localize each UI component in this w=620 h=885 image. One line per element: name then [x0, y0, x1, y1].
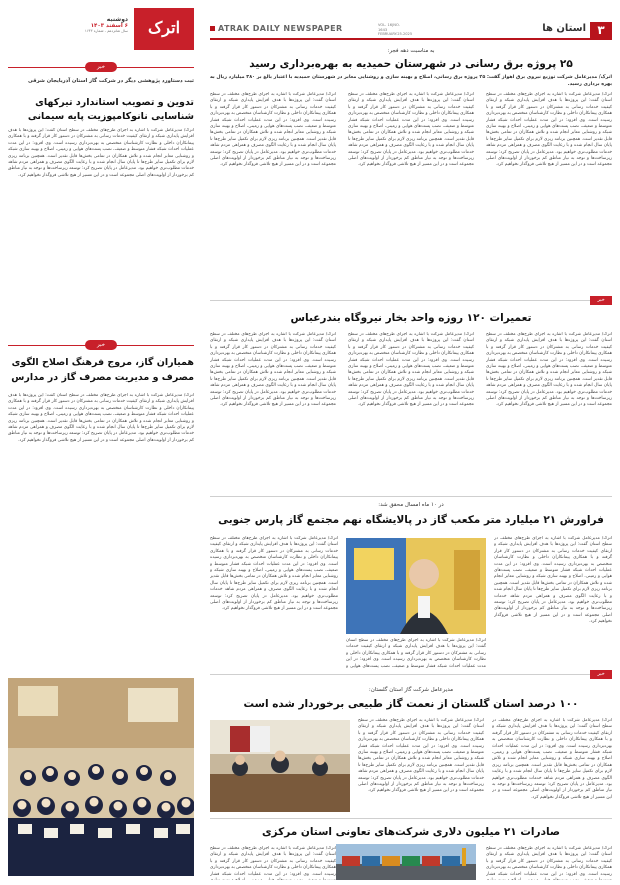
issue-info: [378, 23, 413, 37]
story-headline: تعمیرات ۱۲۰ روزه واحد بخار نیروگاه بندرعباس: [290, 312, 532, 324]
newspaper-logo: اترک: [134, 8, 194, 50]
story-body: اترک/ مدیرعامل شرکت با اشاره به اجرای طرح‌های مختلف در سطح استان گفت: این پروژه‌ها با هدف افزایش پایداری شبکه و ارتقای کیفیت خدمات رسانی به مشترکان در دستور کار قرار گرفته و با همکاری پیمانکاران داخلی و نظارت کارشناسان متخصص به بهره‌برداری رسیده است. وی افزود: در این مدت عملیات احداث شبکه فشار: [210, 846, 336, 877]
news-badge-label: خبر: [85, 62, 117, 72]
story-body: اترک/ مدیرعامل شرکت با اشاره به اجرای طرح‌های مختلف در سطح استان گفت: این پروژه‌ها با هدف افزایش پایداری شبکه و ارتقای کیفیت خدمات رسانی به مشترکان در دستور کار قرار گرفته و با همکاری پیمانکاران داخلی و نظارت کارشناسان متخصص به بهره‌برداری رسیده است. وی افزود: در این مدت عملیات احداث شبکه فشار: [486, 846, 612, 877]
divider: [210, 496, 612, 497]
news-badge: [8, 62, 194, 72]
story-body: اترک/ مدیرعامل شرکت با اشاره به اجرای طرح‌های مختلف در سطح استان گفت: این پروژه‌ها با هدف افزایش پایداری شبکه و ارتقای کیفیت خدمات رسانی به مشترکان در دستور کار قرار گرفته و با همکاری پیمانکاران داخلی و نظارت کارشناسان متخصص به بهره‌برداری رسیده است. وی افزود: در این مدت عملیات احداث شبکه فشار متوسط و ضعیف، نصب پست‌های هوایی و زمینی، اصلاح و بهینه سازی شبکه و روشنایی معابر انجام شده و تلاش همکاران در تمامی بخش‌ها قابل تقدیر است. همچنین برنامه ریزی لازم برای تکمیل سایر طرح‌ها تا پایان سال انجام شده و با رعایت الگوی مصرف و همراهی مردم شاهد خدمات مطلوب‌تری خواهیم بود. مدیرعامل در پایان تصریح کرد: توسعه زیرساخت‌ها و توجه به نیاز مناطق کم برخوردار از اولویت‌های اصلی مجموعه است و در این مسیر از هیچ تلاشی فروگذار نخواهیم کرد.: [210, 92, 336, 168]
date-persian: ۶ اسفند ۱۴۰۳: [90, 23, 128, 29]
story-headline: فراورش ۲۱ میلیارد متر مکعب گاز در پالایشگاه نهم مجتمع گاز پارس جنوبی: [218, 514, 604, 526]
issue-misc: سال شانزدهم - شماره ۱۶۴۳: [84, 29, 128, 33]
square-icon: [210, 26, 215, 31]
story-headline: مصرف و مدیریت مصرف گاز در مدارس: [11, 372, 194, 383]
story-body: اترک/ مدیرعامل شرکت با اشاره به اجرای طرح‌های مختلف در سطح استان گفت: این پروژه‌ها با هدف افزایش پایداری شبکه و ارتقای کیفیت خدمات رسانی به مشترکان در دستور کار قرار گرفته و با همکاری پیمانکاران داخلی و نظارت کارشناسان متخصص به بهره‌برداری رسیده است. وی افزود: در این مدت عملیات احداث شبکه فشار متوسط و ضعیف، نصب پست‌های هوایی و: [346, 638, 486, 668]
story-body: اترک/ مدیرعامل شرکت با اشاره به اجرای طرح‌های مختلف در سطح استان گفت: این پروژه‌ها با هدف افزایش پایداری شبکه و ارتقای کیفیت خدمات رسانی به مشترکان در دستور کار قرار گرفته و با همکاری پیمانکاران داخلی و نظارت کارشناسان متخصص به بهره‌برداری رسیده است. وی افزود: در این مدت عملیات احداث شبکه فشار متوسط و ضعیف، نصب پست‌های هوایی و زمینی، اصلاح و بهینه سازی شبکه و روشنایی معابر انجام شده و تلاش همکاران در تمامی بخش‌ها قابل تقدیر است. همچنین برنامه ریزی لازم برای تکمیل سایر طرح‌ها تا پایان سال انجام شده و با رعایت الگوی مصرف و همراهی مردم شاهد خدمات مطلوب‌تری خواهیم بود. مدیرعامل در پایان تصریح کرد: توسعه زیرساخت‌ها و توجه به نیاز مناطق کم برخوردار از اولویت‌های اصلی مجموعه است و در این مسیر از هیچ تلاشی فروگذار نخواهیم کرد.: [8, 128, 194, 178]
story-body: اترک/ مدیرعامل شرکت با اشاره به اجرای طرح‌های مختلف در سطح استان گفت: این پروژه‌ها با هدف افزایش پایداری شبکه و ارتقای کیفیت خدمات رسانی به مشترکان در دستور کار قرار گرفته و با همکاری پیمانکاران داخلی و نظارت کارشناسان متخصص به بهره‌برداری رسیده است. وی افزود: در این مدت عملیات احداث شبکه فشار متوسط و ضعیف، نصب پست‌های هوایی و زمینی، اصلاح و بهینه سازی شبکه و روشنایی معابر انجام شده و تلاش همکاران در تمامی بخش‌ها قابل تقدیر است. همچنین برنامه ریزی لازم برای تکمیل سایر طرح‌ها تا پایان سال انجام شده و با رعایت الگوی مصرف و همراهی مردم شاهد خدمات مطلوب‌تری خواهیم بود. مدیرعامل در پایان تصریح کرد: توسعه زیرساخت‌ها و توجه به نیاز مناطق کم برخوردار از اولویت‌های اصلی مجموعه است و در این مسیر از هیچ تلاشی فروگذار نخواهیم کرد.: [486, 332, 612, 408]
story-headline: ۱۰۰ درصد استان گلستان از نعمت گاز طبیعی برخوردار شده است: [243, 698, 579, 710]
story-kicker: مدیرعامل شرکت گاز استان گلستان:: [368, 687, 454, 693]
main-content: [210, 44, 612, 880]
story-body: اترک/ مدیرعامل شرکت با اشاره به اجرای طرح‌های مختلف در سطح استان گفت: این پروژه‌ها با هدف افزایش پایداری شبکه و ارتقای کیفیت خدمات رسانی به مشترکان در دستور کار قرار گرفته و با همکاری پیمانکاران داخلی و نظارت کارشناسان متخصص به بهره‌برداری رسیده است. وی افزود: در این مدت عملیات احداث شبکه فشار متوسط و ضعیف، نصب پست‌های هوایی و زمینی، اصلاح و بهینه سازی شبکه و روشنایی معابر انجام شده و تلاش همکاران در تمامی بخش‌ها قابل تقدیر است. همچنین برنامه ریزی لازم برای تکمیل سایر طرح‌ها تا پایان سال انجام شده و با رعایت الگوی مصرف و همراهی مردم شاهد خدمات مطلوب‌تری خواهیم بود. مدیرعامل در پایان تصریح کرد: توسعه زیرساخت‌ها و توجه به نیاز مناطق کم برخوردار از اولویت‌های اصلی مجموعه است و در این مسیر از هیچ تلاشی فروگذار نخواهیم کرد.: [348, 92, 474, 168]
official-photo: [346, 538, 486, 634]
story-lead: اترک/ مدیرعامل شرکت توزیع نیروی برق اهواز گفت: ۲۵ پروژه برق رسانی، اصلاح و بهینه سازی و روشنایی معابر در شهرستان حمیدیه با اعتبار بالغ بر ۳۸۰ میلیارد ریال به بهره برداری رسید.: [210, 75, 612, 87]
left-column: [8, 8, 194, 878]
story-kicker: در ۱۰ ماه امسال محقق شد:: [378, 502, 444, 508]
news-badge-label: خبر: [590, 670, 612, 679]
story-headline: تدوین و تصویب استاندارد تیرکهای شناسایی نانوکامپوزیت پایه سیمانی: [27, 97, 194, 122]
story-body: اترک/ مدیرعامل شرکت با اشاره به اجرای طرح‌های مختلف در سطح استان گفت: این پروژه‌ها با هدف افزایش پایداری شبکه و ارتقای کیفیت خدمات رسانی به مشترکان در دستور کار قرار گرفته و با همکاری پیمانکاران داخلی و نظارت کارشناسان متخصص به بهره‌برداری رسیده است. وی افزود: در این مدت عملیات احداث شبکه فشار متوسط و ضعیف، نصب پست‌های هوایی و زمینی، اصلاح و بهینه سازی شبکه و روشنایی معابر انجام شده و تلاش همکاران در تمامی بخش‌ها قابل تقدیر است. همچنین برنامه ریزی لازم برای تکمیل سایر طرح‌ها تا پایان سال انجام شده و با رعایت الگوی مصرف و همراهی مردم شاهد خدمات مطلوب‌تری خواهیم بود. مدیرعامل در پایان تصریح کرد: توسعه زیرساخت‌ها و توجه به نیاز مناطق کم برخوردار از اولویت‌های اصلی مجموعه است و در این مسیر از هیچ تلاشی فروگذار نخواهیم کرد.: [348, 332, 474, 408]
students-photo: [8, 678, 194, 876]
story-lead: ثبت دستاورد پژوهشی دیگر در شرکت گاز استان آذربایجان شرقی: [27, 78, 194, 84]
story-body: اترک/ مدیرعامل شرکت با اشاره به اجرای طرح‌های مختلف در سطح استان گفت: این پروژه‌ها با هدف افزایش پایداری شبکه و ارتقای کیفیت خدمات رسانی به مشترکان در دستور کار قرار گرفته و با همکاری پیمانکاران داخلی و نظارت کارشناسان متخصص به بهره‌برداری رسیده است. وی افزود: در این مدت عملیات احداث شبکه فشار متوسط و ضعیف، نصب پست‌های هوایی و زمینی، اصلاح و بهینه سازی شبکه و روشنایی معابر انجام شده و تلاش همکاران در تمامی بخش‌ها قابل تقدیر است. همچنین برنامه ریزی لازم برای تکمیل سایر طرح‌ها تا پایان سال انجام شده و با رعایت الگوی مصرف و همراهی مردم شاهد خدمات مطلوب‌تری خواهیم بود. مدیرعامل در پایان تصریح کرد: توسعه زیرساخت‌ها و توجه به نیاز مناطق کم برخوردار از اولویت‌های اصلی مجموعه است و در این مسیر از هیچ تلاشی فروگذار نخواهیم کرد.: [358, 718, 484, 794]
story-body: اترک/ مدیرعامل شرکت با اشاره به اجرای طرح‌های مختلف در سطح استان گفت: این پروژه‌ها با هدف افزایش پایداری شبکه و ارتقای کیفیت خدمات رسانی به مشترکان در دستور کار قرار گرفته و با همکاری پیمانکاران داخلی و نظارت کارشناسان متخصص به بهره‌برداری رسیده است. وی افزود: در این مدت عملیات احداث شبکه فشار متوسط و ضعیف، نصب پست‌های هوایی و زمینی، اصلاح و بهینه سازی شبکه و روشنایی معابر انجام شده و تلاش همکاران در تمامی بخش‌ها قابل تقدیر است. همچنین برنامه ریزی لازم برای تکمیل سایر طرح‌ها تا پایان سال انجام شده و با رعایت الگوی مصرف و همراهی مردم شاهد خدمات مطلوب‌تری خواهیم بود. مدیرعامل در پایان تصریح کرد: توسعه زیرساخت‌ها و توجه به نیاز مناطق کم برخوردار از اولویت‌های اصلی مجموعه است و در این مسیر از هیچ تلاشی فروگذار نخواهیم کرد.: [494, 536, 612, 625]
news-badge-label: خبر: [590, 296, 612, 305]
section-title: استان ها: [542, 23, 586, 34]
paper-name-text: ATRAK DAILY NEWSPAPER: [218, 24, 343, 33]
header-rule: [210, 38, 612, 40]
story-body: اترک/ مدیرعامل شرکت با اشاره به اجرای طرح‌های مختلف در سطح استان گفت: این پروژه‌ها با هدف افزایش پایداری شبکه و ارتقای کیفیت خدمات رسانی به مشترکان در دستور کار قرار گرفته و با همکاری پیمانکاران داخلی و نظارت کارشناسان متخصص به بهره‌برداری رسیده است. وی افزود: در این مدت عملیات احداث شبکه فشار متوسط و ضعیف، نصب پست‌های هوایی و زمینی، اصلاح و بهینه سازی شبکه و روشنایی معابر انجام شده و تلاش همکاران در تمامی بخش‌ها قابل تقدیر است. همچنین برنامه ریزی لازم برای تکمیل سایر طرح‌ها تا پایان سال انجام شده و با رعایت الگوی مصرف و همراهی مردم شاهد خدمات مطلوب‌تری خواهیم بود. مدیرعامل در پایان تصریح کرد: توسعه زیرساخت‌ها و توجه به نیاز مناطق کم برخوردار از اولویت‌های اصلی مجموعه است و در این مسیر از هیچ تلاشی فروگذار نخواهیم کرد.: [210, 536, 338, 612]
issue-volume: VOL. 16|NO. 1643: [378, 23, 400, 32]
date-day: دوشنبه: [106, 16, 128, 23]
date-block: [48, 16, 128, 33]
story-body: اترک/ مدیرعامل شرکت با اشاره به اجرای طرح‌های مختلف در سطح استان گفت: این پروژه‌ها با هدف افزایش پایداری شبکه و ارتقای کیفیت خدمات رسانی به مشترکان در دستور کار قرار گرفته و با همکاری پیمانکاران داخلی و نظارت کارشناسان متخصص به بهره‌برداری رسیده است. وی افزود: در این مدت عملیات احداث شبکه فشار متوسط و ضعیف، نصب پست‌های هوایی و زمینی، اصلاح و بهینه سازی شبکه و روشنایی معابر انجام شده و تلاش همکاران در تمامی بخش‌ها قابل تقدیر است. همچنین برنامه ریزی لازم برای تکمیل سایر طرح‌ها تا پایان سال انجام شده و با رعایت الگوی مصرف و همراهی مردم شاهد خدمات مطلوب‌تری خواهیم بود. مدیرعامل در پایان تصریح کرد: توسعه زیرساخت‌ها و توجه به نیاز مناطق کم برخوردار از اولویت‌های اصلی مجموعه است و در این مسیر از هیچ تلاشی فروگذار نخواهیم کرد.: [486, 92, 612, 168]
story-headline: همیاران گاز، مروج فرهنگ اصلاح الگوی: [11, 357, 194, 368]
story-body: اترک/ مدیرعامل شرکت با اشاره به اجرای طرح‌های مختلف در سطح استان گفت: این پروژه‌ها با هدف افزایش پایداری شبکه و ارتقای کیفیت خدمات رسانی به مشترکان در دستور کار قرار گرفته و با همکاری پیمانکاران داخلی و نظارت کارشناسان متخصص به بهره‌برداری رسیده است. وی افزود: در این مدت عملیات احداث شبکه فشار متوسط و ضعیف، نصب پست‌های هوایی و زمینی، اصلاح و بهینه سازی شبکه و روشنایی معابر انجام شده و تلاش همکاران در تمامی بخش‌ها قابل تقدیر است. همچنین برنامه ریزی لازم برای تکمیل سایر طرح‌ها تا پایان سال انجام شده و با رعایت الگوی مصرف و همراهی مردم شاهد خدمات مطلوب‌تری خواهیم بود. مدیرعامل در پایان تصریح کرد: توسعه زیرساخت‌ها و توجه به نیاز مناطق کم برخوردار از اولویت‌های اصلی مجموعه است و در این مسیر از هیچ تلاشی فروگذار نخواهیم کرد.: [492, 718, 612, 800]
story-headline: ۲۵ پروژه برق رسانی در شهرستان حمیدیه به بهره‌برداری رسید: [249, 58, 573, 70]
meeting-photo: [210, 720, 350, 812]
page-number: ۳: [590, 22, 612, 38]
story-kicker: به مناسبت دهه فجر:: [387, 48, 435, 54]
issue-date: FEBRUARY.25.2025: [378, 32, 413, 37]
news-badge: [8, 340, 194, 350]
story-headline: صادرات ۲۱ میلیون دلاری شرکت‌های تعاونی استان مرکزی: [261, 826, 561, 838]
story-body: اترک/ مدیرعامل شرکت با اشاره به اجرای طرح‌های مختلف در سطح استان گفت: این پروژه‌ها با هدف افزایش پایداری شبکه و ارتقای کیفیت خدمات رسانی به مشترکان در دستور کار قرار گرفته و با همکاری پیمانکاران داخلی و نظارت کارشناسان متخصص به بهره‌برداری رسیده است. وی افزود: در این مدت عملیات احداث شبکه فشار متوسط و ضعیف، نصب پست‌های هوایی و زمینی، اصلاح و بهینه سازی شبکه و روشنایی معابر انجام شده و تلاش همکاران در تمامی بخش‌ها قابل تقدیر است. همچنین برنامه ریزی لازم برای تکمیل سایر طرح‌ها تا پایان سال انجام شده و با رعایت الگوی مصرف و همراهی مردم شاهد خدمات مطلوب‌تری خواهیم بود. مدیرعامل در پایان تصریح کرد: توسعه زیرساخت‌ها و توجه به نیاز مناطق کم برخوردار از اولویت‌های اصلی مجموعه است و در این مسیر از هیچ تلاشی فروگذار نخواهیم کرد.: [210, 332, 336, 408]
story-body: اترک/ مدیرعامل شرکت با اشاره به اجرای طرح‌های مختلف در سطح استان گفت: این پروژه‌ها با هدف افزایش پایداری شبکه و ارتقای کیفیت خدمات رسانی به مشترکان در دستور کار قرار گرفته و با همکاری پیمانکاران داخلی و نظارت کارشناسان متخصص به بهره‌برداری رسیده است. وی افزود: در این مدت عملیات احداث شبکه فشار متوسط و ضعیف، نصب پست‌های هوایی و زمینی، اصلاح و بهینه سازی شبکه و روشنایی معابر انجام شده و تلاش همکاران در تمامی بخش‌ها قابل تقدیر است. همچنین برنامه ریزی لازم برای تکمیل سایر طرح‌ها تا پایان سال انجام شده و با رعایت الگوی مصرف و همراهی مردم شاهد خدمات مطلوب‌تری خواهیم بود. مدیرعامل در پایان تصریح کرد: توسعه زیرساخت‌ها و توجه به نیاز مناطق کم برخوردار از اولویت‌های اصلی مجموعه است و در این مسیر از هیچ تلاشی فروگذار نخواهیم کرد.: [8, 393, 194, 443]
news-badge: [552, 296, 612, 306]
news-badge-label: خبر: [85, 340, 117, 350]
divider: [210, 818, 612, 819]
paper-name: [210, 24, 343, 33]
port-photo: [336, 844, 476, 880]
news-badge: [552, 670, 612, 680]
